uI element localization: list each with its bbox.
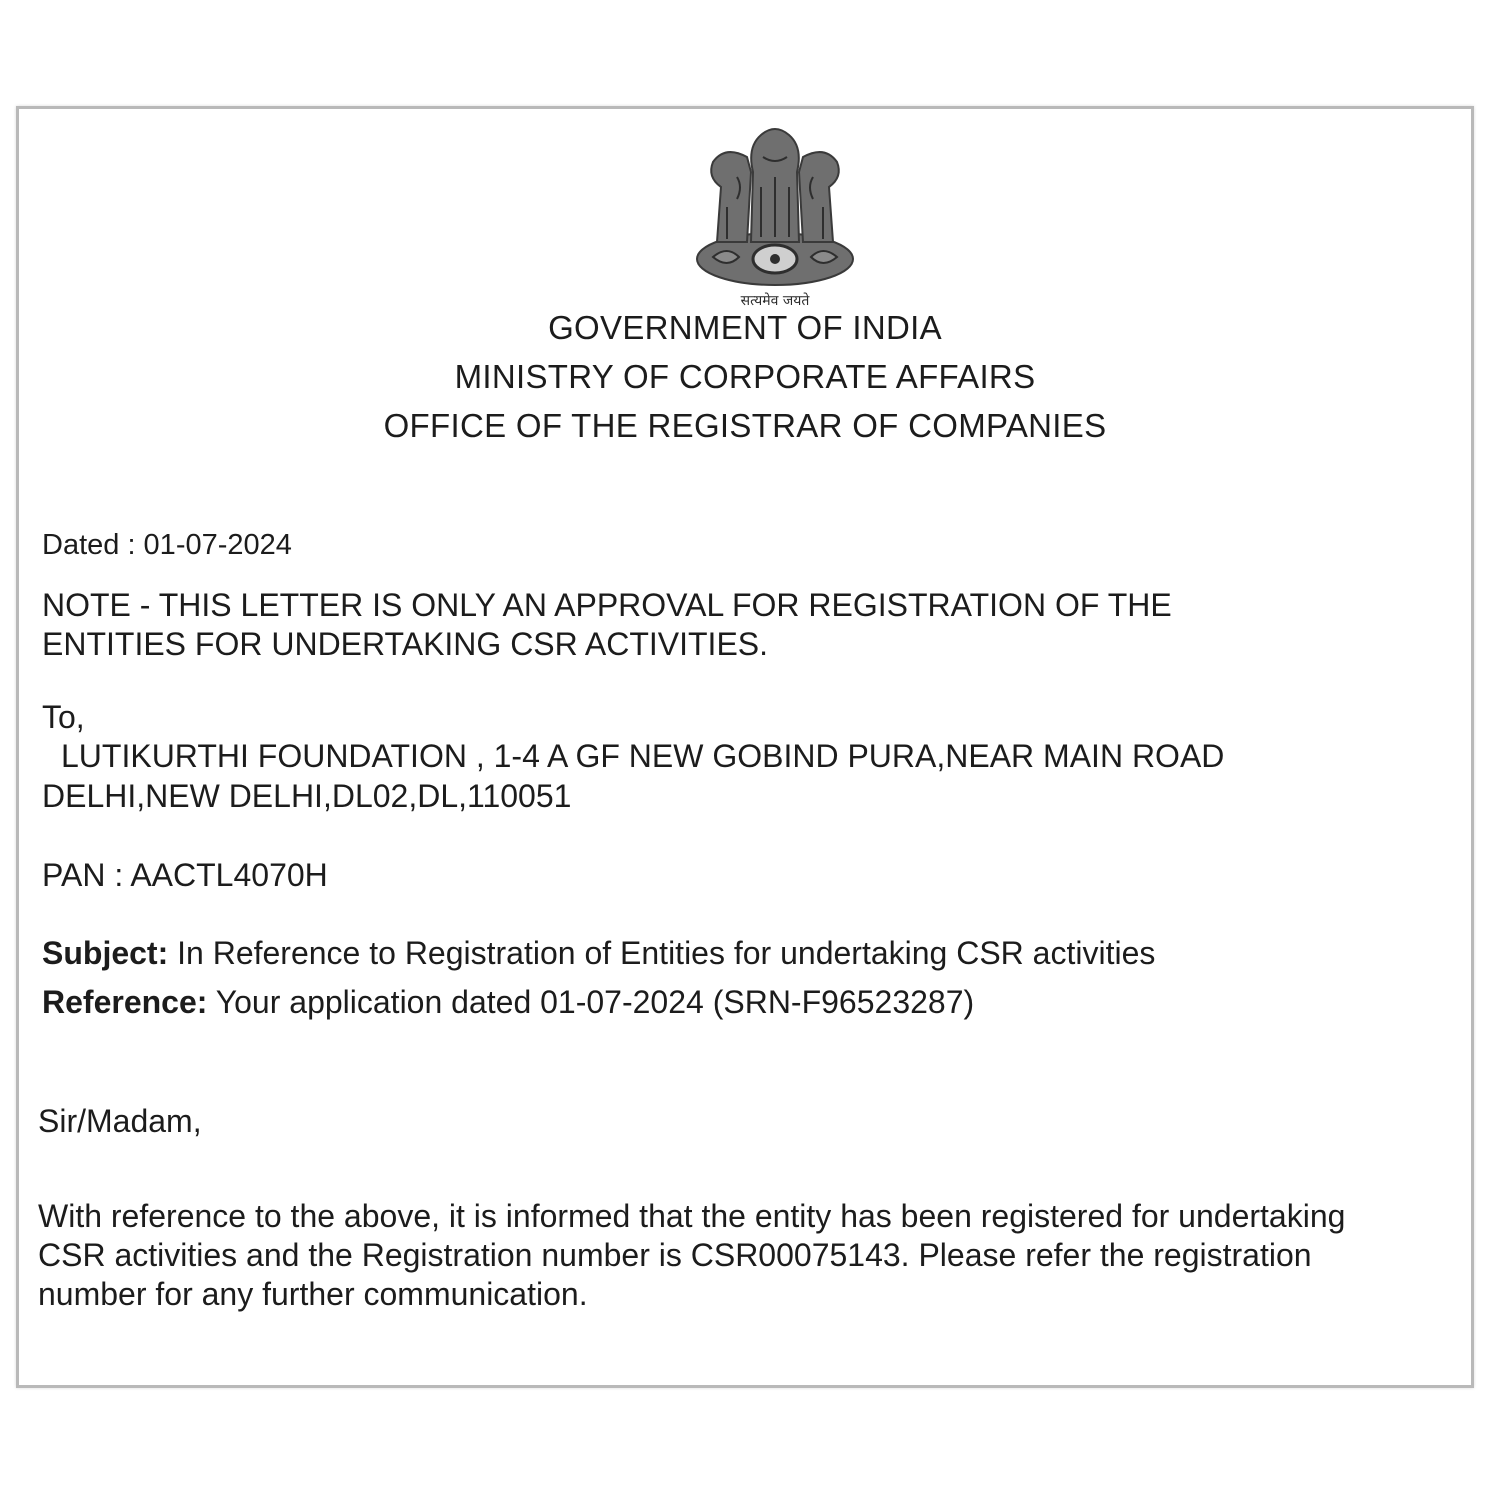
header-office: OFFICE OF THE REGISTRAR OF COMPANIES <box>383 407 1107 444</box>
recipient-address-line-2: DELHI,NEW DELHI,DL02,DL,110051 <box>42 778 572 814</box>
dated-line: Dated : 01-07-2024 <box>42 529 292 561</box>
national-emblem-icon <box>677 117 873 313</box>
header-ministry: MINISTRY OF CORPORATE AFFAIRS <box>454 358 1036 395</box>
letter <box>16 106 1474 1388</box>
subject-line <box>42 933 1155 973</box>
pan-line: PAN : AACTL4070H <box>42 857 328 893</box>
header-government: GOVERNMENT OF INDIA <box>548 309 942 346</box>
note-line-1: NOTE - THIS LETTER IS ONLY AN APPROVAL FOR REGISTRATION OF THE <box>42 587 1172 623</box>
note-line-2: ENTITIES FOR UNDERTAKING CSR ACTIVITIES. <box>42 626 769 662</box>
body-line-1: With reference to the above, it is informed that the entity has been registered for undertaking <box>38 1198 1346 1234</box>
body-line-3: number for any further communication. <box>38 1276 588 1312</box>
recipient-to: To, <box>42 699 85 735</box>
subject-text: In Reference to Registration of Entities for undertaking CSR activities <box>168 935 1156 971</box>
salutation: Sir/Madam, <box>38 1103 202 1139</box>
reference-label: Reference: <box>42 984 208 1020</box>
reference-text: Your application dated 01-07-2024 (SRN-F96523287) <box>207 984 975 1020</box>
emblem-motto: सत्यमेव जयते <box>740 293 810 309</box>
body-line-2: CSR activities and the Registration number is CSR00075143. Please refer the registration <box>38 1237 1312 1273</box>
recipient-address-line-1: LUTIKURTHI FOUNDATION , 1-4 A GF NEW GOBIND PURA,NEAR MAIN ROAD <box>61 738 1225 774</box>
subject-label: Subject: <box>42 935 169 971</box>
reference-line <box>42 982 974 1022</box>
